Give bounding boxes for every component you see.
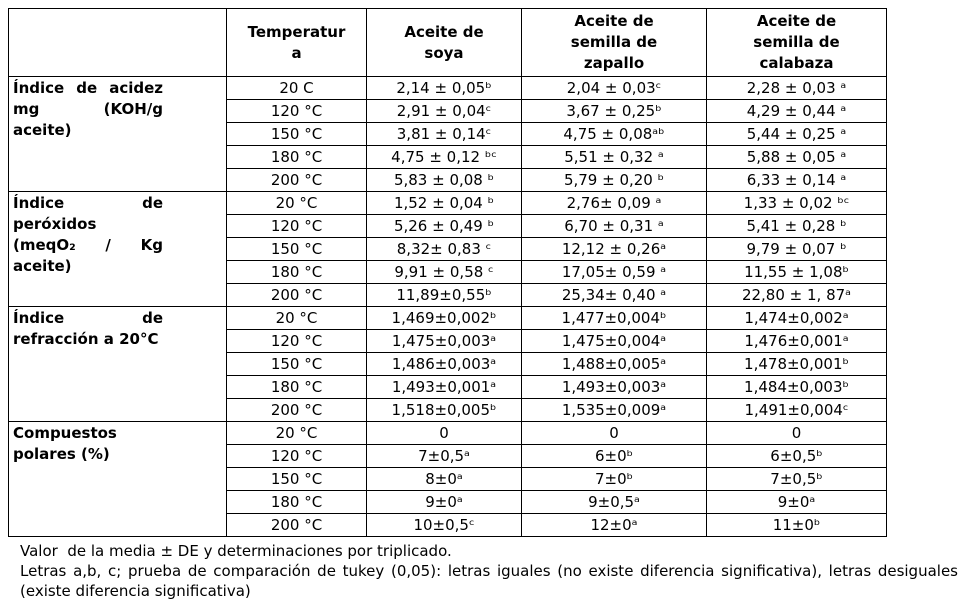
footnote-tukey: Letras a,b, c; prueba de comparación de tukey (0,05): letras iguales (no existe diferencia significativa), letras desiguales (existe diferencia significativa) [20, 562, 958, 600]
value-cell-soya: 1,486±0,003ᵃ [367, 353, 522, 376]
row-group-label: Índice de refracción a 20°C [13, 309, 163, 348]
value-cell-calabaza: 1,484±0,003ᵇ [707, 376, 887, 399]
col-header-temperatura-text: Temperatura [247, 22, 346, 62]
row-group-refraccion [9, 307, 227, 422]
col-header-soya [367, 9, 522, 77]
temp-cell: 20 °C [227, 192, 367, 215]
value-cell-zapallo: 2,04 ± 0,03ᶜ [522, 77, 707, 100]
value-cell-calabaza: 1,491±0,004ᶜ [707, 399, 887, 422]
footnotes [20, 541, 958, 601]
temp-cell: 120 °C [227, 445, 367, 468]
value-cell-soya: 1,518±0,005ᵇ [367, 399, 522, 422]
value-cell-soya: 11,89±0,55ᵇ [367, 284, 522, 307]
temp-cell: 120 °C [227, 215, 367, 238]
value-cell-soya: 1,469±0,002ᵇ [367, 307, 522, 330]
value-cell-calabaza: 7±0,5ᵇ [707, 468, 887, 491]
col-header-zapallo [522, 9, 707, 77]
value-cell-zapallo: 17,05± 0,59 ᵃ [522, 261, 707, 284]
value-cell-soya: 0 [367, 422, 522, 445]
value-cell-zapallo: 0 [522, 422, 707, 445]
value-cell-soya: 5,83 ± 0,08 ᵇ [367, 169, 522, 192]
value-cell-zapallo: 1,475±0,004ᵃ [522, 330, 707, 353]
value-cell-soya: 2,91 ± 0,04ᶜ [367, 100, 522, 123]
temp-cell: 150 °C [227, 238, 367, 261]
row-group-peroxidos [9, 192, 227, 307]
footnote-media: Valor de la media ± DE y determinaciones por triplicado. [20, 542, 452, 560]
value-cell-zapallo: 9±0,5ᵃ [522, 491, 707, 514]
col-header-temperatura [227, 9, 367, 77]
value-cell-zapallo: 5,51 ± 0,32 ᵃ [522, 146, 707, 169]
value-cell-zapallo: 12±0ᵃ [522, 514, 707, 537]
value-cell-soya: 3,81 ± 0,14ᶜ [367, 123, 522, 146]
value-cell-calabaza: 5,41 ± 0,28 ᵇ [707, 215, 887, 238]
value-cell-soya: 1,493±0,001ᵃ [367, 376, 522, 399]
temp-cell: 20 °C [227, 422, 367, 445]
value-cell-zapallo: 1,535±0,009ᵃ [522, 399, 707, 422]
temp-cell: 180 °C [227, 146, 367, 169]
temp-cell: 180 °C [227, 491, 367, 514]
value-cell-calabaza: 9±0ᵃ [707, 491, 887, 514]
table-row [9, 307, 887, 330]
temp-cell: 180 °C [227, 261, 367, 284]
value-cell-calabaza: 9,79 ± 0,07 ᵇ [707, 238, 887, 261]
value-cell-calabaza: 11±0ᵇ [707, 514, 887, 537]
temp-cell: 150 °C [227, 123, 367, 146]
value-cell-calabaza: 2,28 ± 0,03 ᵃ [707, 77, 887, 100]
value-cell-zapallo: 6,70 ± 0,31 ᵃ [522, 215, 707, 238]
value-cell-zapallo: 3,67 ± 0,25ᵇ [522, 100, 707, 123]
value-cell-soya: 1,52 ± 0,04 ᵇ [367, 192, 522, 215]
table-row [9, 192, 887, 215]
value-cell-soya: 9±0ᵃ [367, 491, 522, 514]
row-group-label: Compuestos polares (%) [13, 424, 117, 463]
row-group-label: Índice de acidez mg (KOH/g aceite) [13, 79, 163, 139]
value-cell-zapallo: 1,477±0,004ᵇ [522, 307, 707, 330]
header-row [9, 9, 887, 77]
value-cell-soya: 2,14 ± 0,05ᵇ [367, 77, 522, 100]
value-cell-zapallo: 12,12 ± 0,26ᵃ [522, 238, 707, 261]
value-cell-zapallo: 1,488±0,005ᵃ [522, 353, 707, 376]
value-cell-soya: 8±0ᵃ [367, 468, 522, 491]
value-cell-calabaza: 1,476±0,001ᵃ [707, 330, 887, 353]
row-group-acidez [9, 77, 227, 192]
table-row [9, 422, 887, 445]
temp-cell: 150 °C [227, 468, 367, 491]
value-cell-soya: 1,475±0,003ᵃ [367, 330, 522, 353]
value-cell-calabaza: 1,33 ± 0,02 ᵇᶜ [707, 192, 887, 215]
value-cell-soya: 9,91 ± 0,58 ᶜ [367, 261, 522, 284]
temp-cell: 200 °C [227, 514, 367, 537]
corner-cell [9, 9, 227, 77]
results-table [8, 8, 887, 537]
temp-cell: 120 °C [227, 100, 367, 123]
value-cell-calabaza: 22,80 ± 1, 87ᵃ [707, 284, 887, 307]
value-cell-zapallo: 1,493±0,003ᵃ [522, 376, 707, 399]
value-cell-soya: 8,32± 0,83 ᶜ [367, 238, 522, 261]
col-header-soya-text: Aceite de soya [404, 22, 484, 62]
value-cell-calabaza: 6±0,5ᵇ [707, 445, 887, 468]
value-cell-zapallo: 7±0ᵇ [522, 468, 707, 491]
temp-cell: 200 °C [227, 169, 367, 192]
value-cell-calabaza: 6,33 ± 0,14 ᵃ [707, 169, 887, 192]
value-cell-calabaza: 1,474±0,002ᵃ [707, 307, 887, 330]
value-cell-calabaza: 11,55 ± 1,08ᵇ [707, 261, 887, 284]
value-cell-calabaza: 5,44 ± 0,25 ᵃ [707, 123, 887, 146]
temp-cell: 20 C [227, 77, 367, 100]
temp-cell: 200 °C [227, 399, 367, 422]
value-cell-zapallo: 5,79 ± 0,20 ᵇ [522, 169, 707, 192]
value-cell-soya: 5,26 ± 0,49 ᵇ [367, 215, 522, 238]
table-row [9, 77, 887, 100]
col-header-calabaza [707, 9, 887, 77]
value-cell-calabaza: 5,88 ± 0,05 ᵃ [707, 146, 887, 169]
temp-cell: 200 °C [227, 284, 367, 307]
value-cell-zapallo: 4,75 ± 0,08ᵃᵇ [522, 123, 707, 146]
temp-cell: 20 °C [227, 307, 367, 330]
value-cell-calabaza: 0 [707, 422, 887, 445]
value-cell-calabaza: 1,478±0,001ᵇ [707, 353, 887, 376]
col-header-zapallo-text: Aceite de semilla de zapallo [570, 12, 658, 72]
value-cell-zapallo: 2,76± 0,09 ᵃ [522, 192, 707, 215]
temp-cell: 120 °C [227, 330, 367, 353]
value-cell-zapallo: 25,34± 0,40 ᵃ [522, 284, 707, 307]
row-group-label: Índice de peróxidos (meqO₂ / Kg aceite) [13, 194, 163, 275]
value-cell-zapallo: 6±0ᵇ [522, 445, 707, 468]
value-cell-soya: 7±0,5ᵃ [367, 445, 522, 468]
row-group-polares [9, 422, 227, 537]
value-cell-soya: 4,75 ± 0,12 ᵇᶜ [367, 146, 522, 169]
value-cell-calabaza: 4,29 ± 0,44 ᵃ [707, 100, 887, 123]
temp-cell: 150 °C [227, 353, 367, 376]
value-cell-soya: 10±0,5ᶜ [367, 514, 522, 537]
temp-cell: 180 °C [227, 376, 367, 399]
col-header-calabaza-text: Aceite de semilla de calabaza [753, 12, 840, 72]
